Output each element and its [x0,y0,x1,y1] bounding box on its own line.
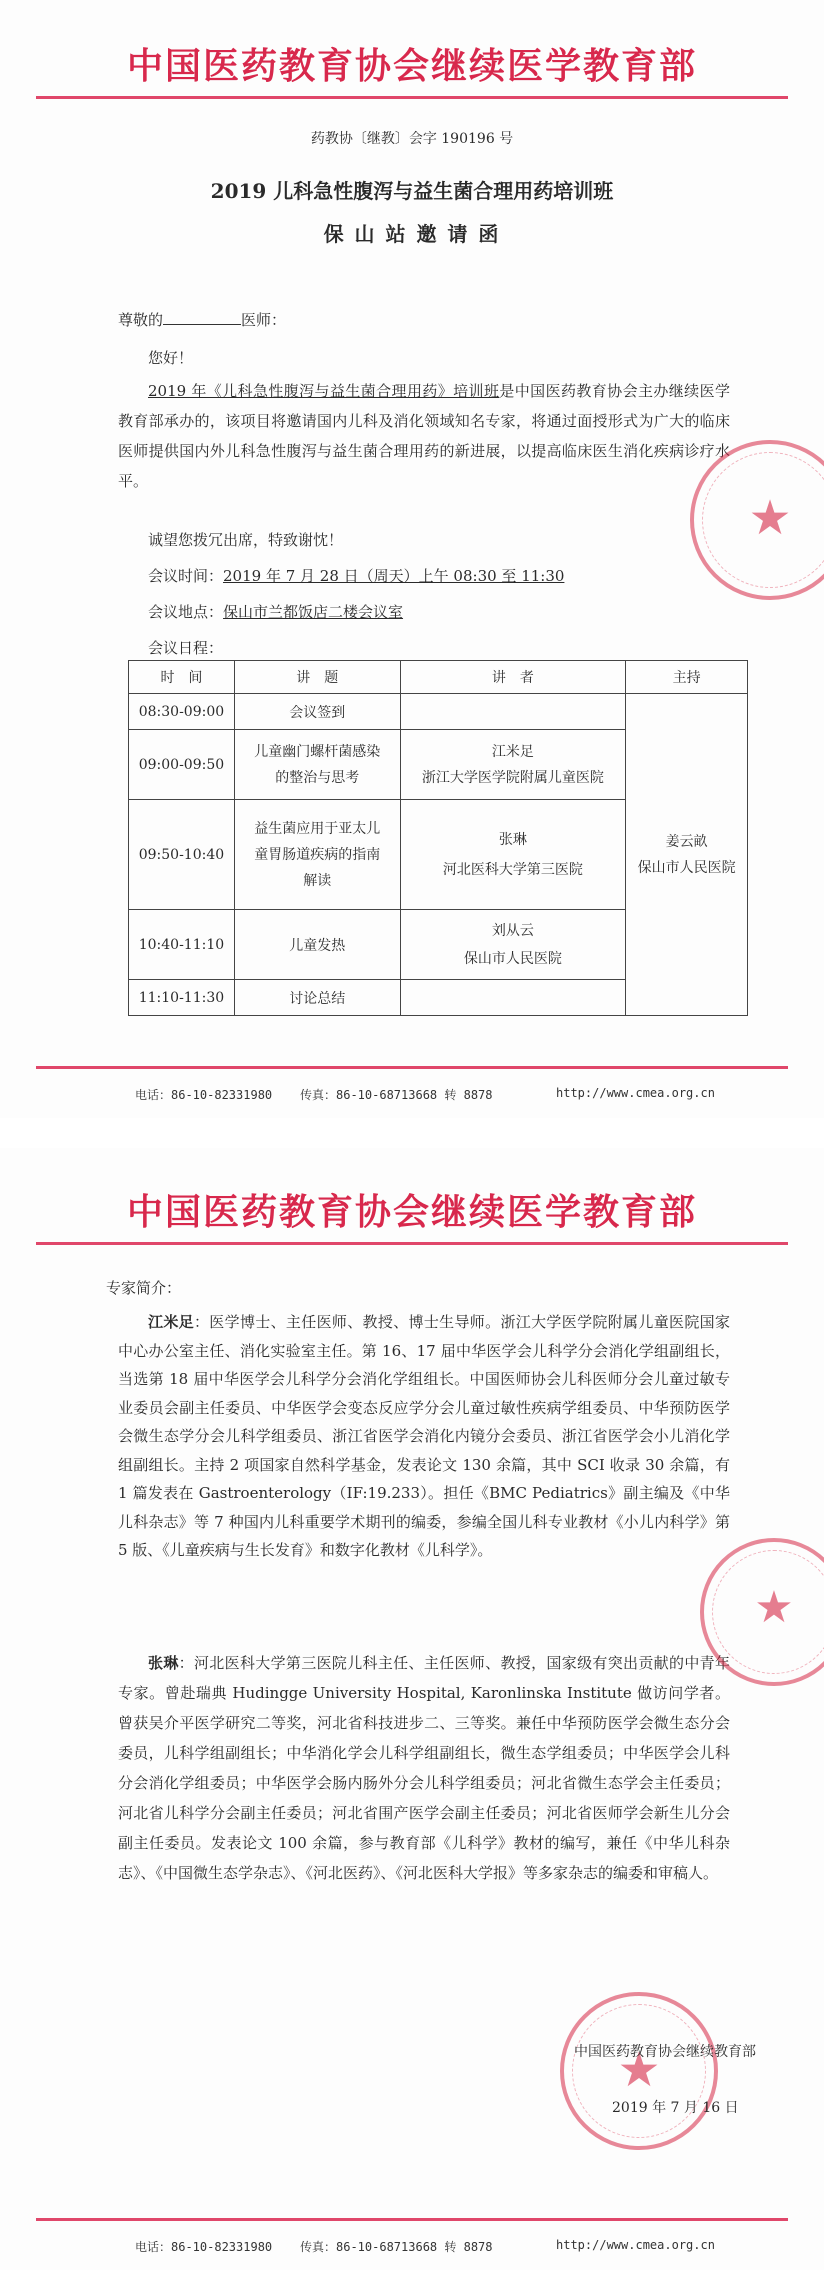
official-seal [560,1992,718,2150]
header-divider [36,96,788,99]
topic-line: 解读 [303,872,332,889]
row-time: 11:10-11:30 [129,980,235,1016]
footer-url[interactable]: http://www.cmea.org.cn [556,2238,715,2252]
schedule-table [128,660,748,1016]
row-topic [234,800,400,910]
footer-url[interactable]: http://www.cmea.org.cn [556,1086,715,1100]
greeting: 您好！ [148,349,194,367]
place-value: 保山市兰都饭店二楼会议室 [223,603,404,621]
salutation-suffix: 医师： [241,311,287,329]
page-gap [0,1118,824,1148]
table-row [129,694,748,730]
expert-name: 张琳 [148,1654,179,1672]
expert-bio-text: ：河北医科大学第三医院儿科主任、主任医师、教授，国家级有突出贡献的中青年专家。曾赴瑞典 Hudingge University Hospital, Karonlinska Institute 做访问学者。曾获吴介平医学研究二等奖，河北省科技进步二、三等奖。兼任中华预防医学会微生态分会委员，儿科学组副组长；中华消化学会儿科学组副组长，微生态学组委员；中华医学会儿科分会消化学组委员；中华医学会肠内肠外分会儿科学组委员；河北省微生态学会主任委员；河北省儿科学分会副主任委员；河北省围产医学会副主任委员；河北省医师学会新生儿分会副主任委员。发表论文 100 余篇，参与教育部《儿科学》教材的编写，兼任《中华儿科杂志》、《中国微生态学杂志》、《河北医药》、《河北医科大学报》等多家杂志的编委和审稿人。 [118,1654,730,1882]
speaker-affiliation: 浙江大学医学院附属儿童医院 [421,769,604,786]
expert-name: 江米足 [148,1313,194,1331]
row-speaker [400,980,626,1016]
speaker-name: 江米足 [491,743,534,760]
time-label: 会议时间： [148,567,224,585]
welcome-text: 诚望您拨冗出席，特致谢忱！ [148,531,344,549]
intro-text: 是中国医药教育协会主办继续医学教育部承办的，该项目将邀请国内儿科及消化领域知名专家，将通过面授形式为广大的临床医师提供国内外儿科急性腹泻与益生菌合理用药的新进展，以提高临床医生消化疾病诊疗水平。 [118,382,730,490]
expert-bio-2 [118,1648,730,1888]
salutation [118,310,286,330]
row-speaker [400,910,626,980]
speaker-affiliation: 保山市人民医院 [463,950,562,967]
speaker-name: 刘从云 [491,922,534,939]
row-speaker [400,800,626,910]
salutation-prefix: 尊敬的 [118,311,164,329]
seal-star-icon: ★ [754,1582,794,1633]
host-affiliation: 保山市人民医院 [637,859,736,876]
place-label: 会议地点： [148,603,224,621]
event-title: 2019 儿科急性腹泻与益生菌合理用药培训班 [210,179,614,203]
row-time: 09:50-10:40 [129,800,235,910]
row-speaker [400,730,626,800]
topic-line: 益生菌应用于亚太儿 [254,820,381,837]
topic-line: 的整治与思考 [275,769,360,786]
topic-line: 儿童幽门螺杆菌感染 [254,743,381,760]
seal-star-icon: ★ [617,2042,661,2098]
speaker-affiliation: 河北医科大学第三医院 [442,861,583,878]
row-topic [234,730,400,800]
intro-paragraph [118,376,730,496]
row-topic: 会议签到 [234,694,400,730]
row-speaker [400,694,626,730]
org-title: 中国医药教育协会继续医学教育部 [126,1192,697,1233]
footer-phone: 电话：86-10-82331980 [135,1088,273,1102]
invitation-page-1 [0,0,824,1118]
header-time: 时 间 [129,661,235,694]
time-value: 2019 年 7 月 28 日（周天）上午 08:30 至 11:30 [223,567,565,585]
invitation-page-2 [0,1148,824,2270]
schedule-label: 会议日程： [148,639,224,657]
training-name: 2019 年《儿科急性腹泻与益生菌合理用药》培训班 [148,382,500,400]
row-time: 09:00-09:50 [129,730,235,800]
row-time: 08:30-09:00 [129,694,235,730]
signature-org: 中国医药教育协会继续教育部 [574,2044,756,2060]
header-topic: 讲 题 [234,661,400,694]
seal-star-icon: ★ [748,490,792,546]
schedule-header-row [129,661,748,694]
footer-phone: 电话：86-10-82331980 [135,2240,273,2254]
header-host: 主持 [626,661,748,694]
header-divider [36,1242,788,1245]
document-number: 药教协〔继教〕会字 190196 号 [310,131,514,147]
footer-fax: 传真：86-10-68713668 转 8878 [300,2240,493,2254]
expert-bio-text: ：医学博士、主任医师、教授、博士生导师。浙江大学医学院附属儿童医院国家中心办公室主任、消化实验室主任。第 16、17 届中华医学会儿科学分会消化学组副组长，当选第 18 届中华医学会儿科学分会消化学组组长。中国医师协会儿科医师分会儿童过敏专业委员会副主任委员、中华医学会变态反应学分会儿童过敏性疾病学组委员、中华预防医学会微生态学分会儿科学组委员、浙江省医学会消化内镜分会委员、浙江省医学会小儿消化学组副组长。主持 2 项国家自然科学基金，发表论文 130 余篇，其中 SCI 收录 30 余篇，有 1 篇发表在 Gastroenterology（IF:19.233）。担任《BMC Pediatrics》副主编及《中华儿科杂志》等 7 种国内儿科重要学术期刊的编委，参编全国儿科专业教材《小儿内科学》第 5 版、《儿童疾病与生长发育》和数字化教材《儿科学》。 [118,1313,730,1559]
meeting-time [148,566,564,586]
footer-fax: 传真：86-10-68713668 转 8878 [300,1088,493,1102]
row-topic: 儿童发热 [234,910,400,980]
footer-divider [36,1066,788,1069]
row-topic: 讨论总结 [234,980,400,1016]
expert-bio-1 [118,1308,730,1565]
row-time: 10:40-11:10 [129,910,235,980]
signature-date: 2019 年 7 月 16 日 [612,2100,739,2116]
topic-line: 童胃肠道疾病的指南 [254,846,381,863]
meeting-place [148,602,403,622]
host-name: 姜云畝 [665,833,708,850]
speaker-name: 张琳 [498,831,527,848]
name-blank [163,310,241,325]
invitation-title: 保 山 站 邀 请 函 [323,222,501,246]
header-speaker: 讲 者 [400,661,626,694]
host-cell [626,694,748,1016]
org-title: 中国医药教育协会继续医学教育部 [126,46,697,87]
footer-divider [36,2218,788,2221]
section-title: 专家简介： [106,1279,182,1297]
